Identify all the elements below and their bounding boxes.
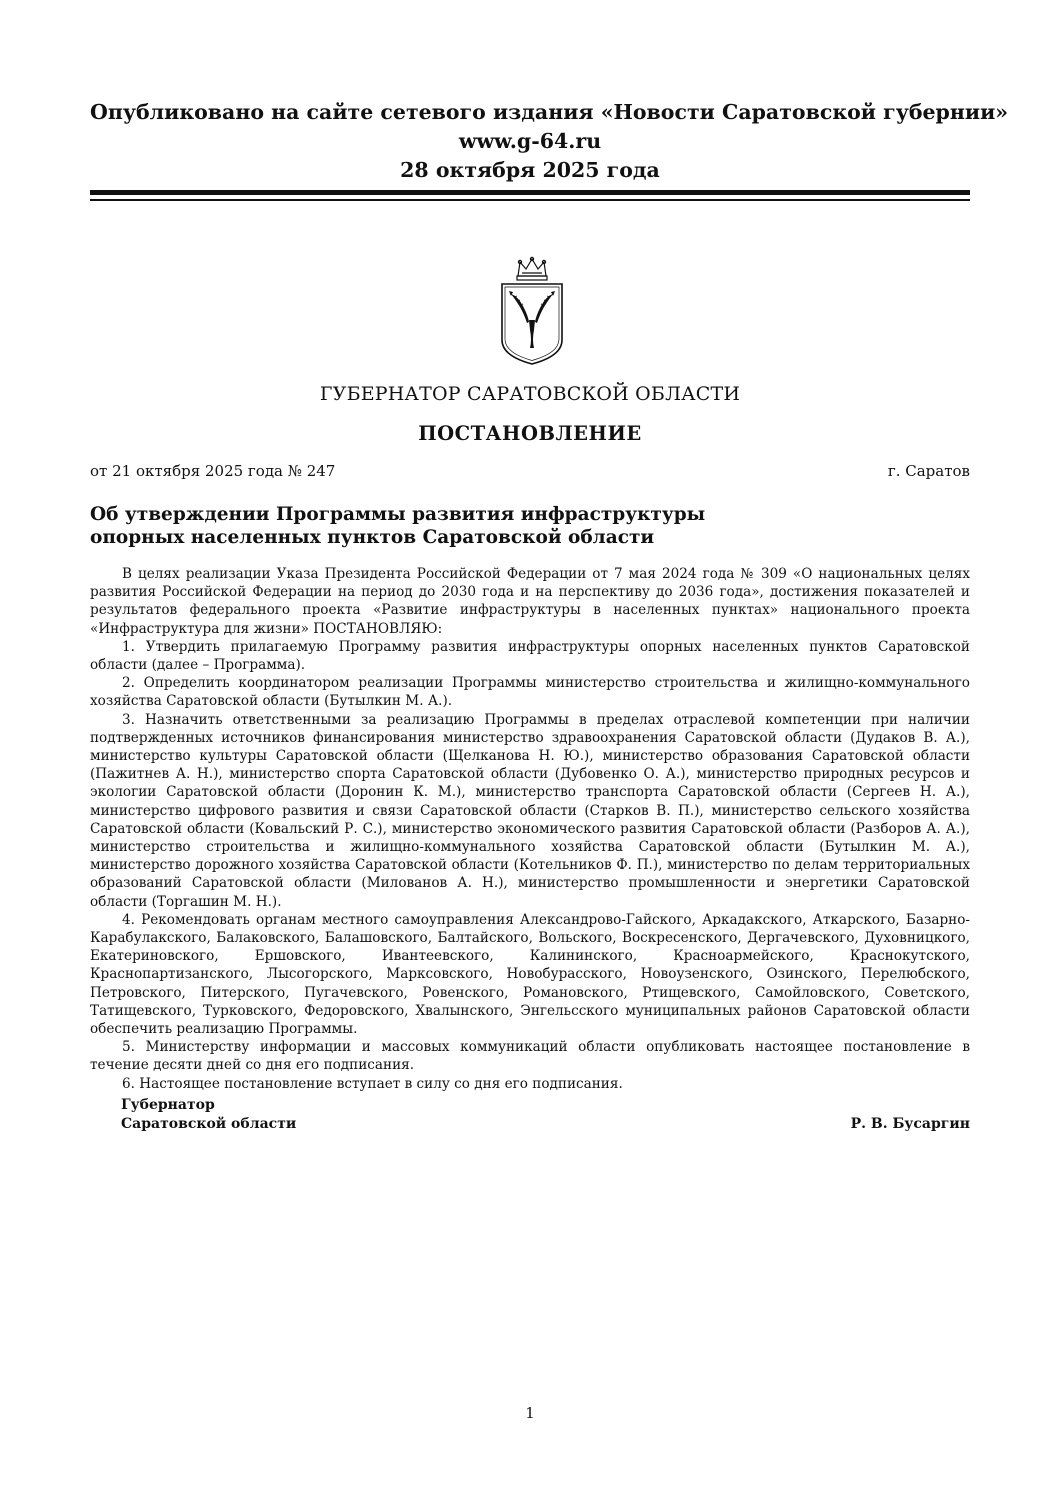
saratov-coat-of-arms-icon <box>496 256 568 366</box>
body-paragraph: 4. Рекомендовать органам местного самоуправления Александрово-Гайского, Аркадакского, Аткарского, Базарно-Карабулакского, Балаковского, Балашовского, Балтайского, Вольского, Воскресенского, Дергачевского, Духовницкого, Екатериновского, Ершовского, Ивантеевского, Калининского, Красноармейского, Краснокутского, Краснопартизанского, Лысогорского, Марксовского, Новобурасского, Новоузенского, Озинского, Перелюбского, Петровского, Питерского, Пугачевского, Ровенского, Романовского, Ртищевского, Самойловского, Советского, Татищевского, Турковского, Федоровского, Хвалынского, Энгельсского муниципальных районов Саратовской области обеспечить реализацию Программы. <box>90 911 970 1038</box>
document-title-line-2: опорных населенных пунктов Саратовской области <box>90 527 655 548</box>
header-rule-thin <box>90 199 970 201</box>
issuing-authority: ГУБЕРНАТОР САРАТОВСКОЙ ОБЛАСТИ <box>319 383 741 405</box>
signatory-position-line-2: Саратовской области <box>121 1116 297 1132</box>
body-paragraph: В целях реализации Указа Президента Российской Федерации от 7 мая 2024 года № 309 «О национальных целях развития Российской Федерации на период до 2030 года и на перспективу до 2036 года», достижения показателей и результатов федерального проекта «Развитие инфраструктуры в населенных пунктах» национального проекта «Инфраструктура для жизни» ПОСТАНОВЛЯЮ: <box>90 566 970 637</box>
document-date-number: от 21 октября 2025 года № 247 <box>90 462 336 480</box>
document-title <box>90 503 705 549</box>
body-paragraph: 1. Утвердить прилагаемую Программу развития инфраструктуры опорных населенных пунктов Саратовской области (далее – Программа). <box>90 638 970 674</box>
publication-website: www.g-64.ru <box>458 129 602 153</box>
publication-date: 28 октября 2025 года <box>400 158 660 182</box>
document-title-line-1: Об утверждении Программы развития инфраструктуры <box>90 504 706 525</box>
signatory-name: Р. В. Бусаргин <box>850 1116 970 1132</box>
document-city: г. Саратов <box>887 462 970 480</box>
body-paragraph: 3. Назначить ответственными за реализацию Программы в пределах отраслевой компетенции при наличии подтвержденных источников финансирования министерство здравоохранения Саратовской области (Дудаков В. А.), министерство культуры Саратовской области (Щелканова Н. Ю.), министерство образования Саратовской области (Пажитнев А. Н.), министерство спорта Саратовской области (Дубовенко О. А.), министерство природных ресурсов и экологии Саратовской области (Доронин К. М.), министерство транспорта Саратовской области (Сергеев Н. А.), министерство цифрового развития и связи Саратовской области (Старков В. П.), министерство сельского хозяйства Саратовской области (Ковальский Р. С.), министерство экономического развития Саратовской области (Разборов А. А.), министерство строительства и жилищно-коммунального хозяйства Саратовской области (Бутылкин М. А.), министерство дорожного хозяйства Саратовской области (Котельников Ф. П.), министерство по делам территориальных образований Саратовской области (Милованов А. Н.), министерство промышленности и энергетики Саратовской области (Торгашин М. Н.). <box>90 711 970 910</box>
publication-header <box>90 98 1009 185</box>
body-paragraph: 5. Министерству информации и массовых коммуникаций области опубликовать настоящее постановление в течение десяти дней со дня его подписания. <box>90 1039 970 1074</box>
body-paragraph: 2. Определить координатором реализации Программы министерство строительства и жилищно-коммунального хозяйства Саратовской области (Бутылкин М. А.). <box>90 675 970 710</box>
document-body <box>90 565 970 1093</box>
signature-block <box>121 1096 970 1134</box>
publication-line-1: Опубликовано на сайте сетевого издания «Новости Саратовской губернии» <box>90 100 1009 124</box>
document-type: ПОСТАНОВЛЕНИЕ <box>418 422 642 445</box>
body-paragraph: 6. Настоящее постановление вступает в силу со дня его подписания. <box>122 1075 623 1092</box>
signatory-position-line-1: Губернатор <box>121 1097 215 1113</box>
header-rule-thick <box>90 190 970 195</box>
page-number: 1 <box>525 1404 535 1422</box>
